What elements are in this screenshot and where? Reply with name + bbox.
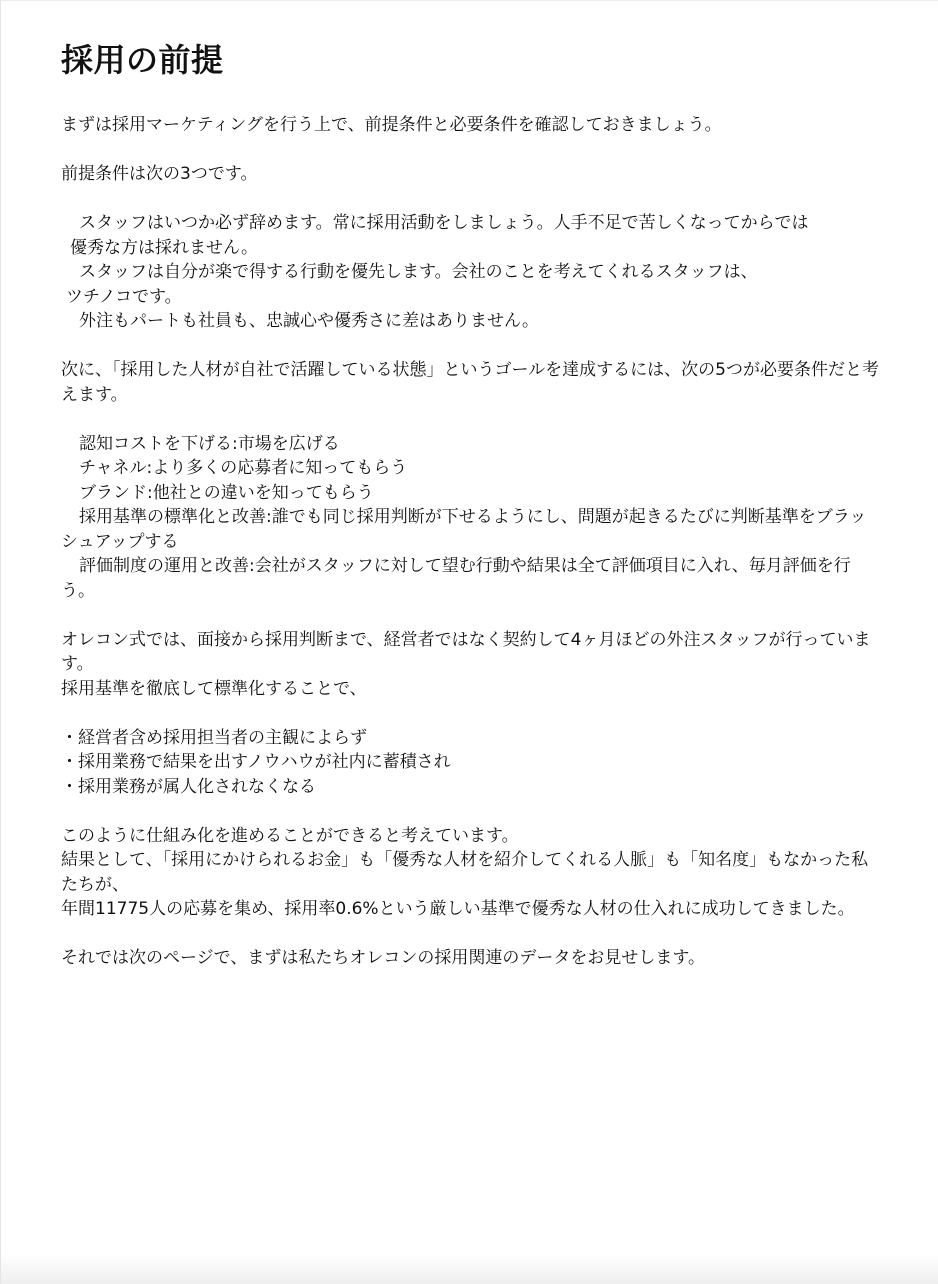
requirement-item-2: チャネル:より多くの応募者に知ってもらう — [79, 458, 408, 479]
page-title: 採用の前提 — [61, 41, 224, 79]
requirement-lead: 次に、「採用した人材が自社で活躍している状態」というゴールを達成するには、次の5つが必要条件だと考えます。 — [61, 360, 879, 405]
premise-lead: 前提条件は次の3つです。 — [61, 164, 258, 185]
premise-item-1-continued: 優秀な方は採れません。 — [70, 237, 259, 258]
intro-paragraph: まずは採用マーケティングを行う上で、前提条件と必要条件を確認しておきましょう。 — [61, 115, 722, 136]
orecon-paragraph: オレコン式では、面接から採用判断まで、経営者ではなく契約して4ヶ月ほどの外注スタッフが行っています。 — [61, 629, 871, 675]
document-body — [61, 41, 883, 971]
page-bottom-shadow — [1, 1254, 938, 1284]
standard-lead: 採用基準を徹底して標準化することで、 — [61, 678, 367, 699]
closing-line-3: 年間11775人の応募を集め、採用率0.6%という厳しい基準で優秀な人材の仕入れに成功してきました。 — [61, 899, 855, 920]
closing-line-1: このように仕組み化を進めることができると考えています。 — [61, 825, 519, 846]
requirement-item-1: 認知コストを下げる:市場を広げる — [79, 433, 340, 454]
next-page-text: それでは次のページで、まずは私たちオレコンの採用関連のデータをお見せします。 — [61, 948, 705, 969]
bullet-item-3: ・採用業務が属人化されなくなる — [61, 776, 316, 797]
requirement-item-5: 評価制度の運用と改善:会社がスタッフに対して望む行動や結果は全て評価項目に入れ、毎月評価を行う。 — [61, 556, 851, 601]
premise-item-3: 外注もパートも社員も、忠誠心や優秀さに差はありません。 — [79, 311, 540, 332]
closing-line-2: 結果として、「採用にかけられるお金」も「優秀な人材を紹介してくれる人脈」も「知名度」もなかった私たちが、 — [61, 850, 869, 895]
bullet-item-2: ・採用業務で結果を出すノウハウが社内に蓄積され — [61, 752, 451, 773]
requirement-item-3: ブランド:他社との違いを知ってもらう — [79, 482, 374, 503]
requirement-item-4: 採用基準の標準化と改善:誰でも同じ採用判断が下せるようにし、問題が起きるたびに判断基準をブラッシュアップする — [61, 507, 867, 552]
premise-item-2: スタッフは自分が楽で得する行動を優先します。会社のことを考えてくれるスタッフは、 — [79, 262, 758, 283]
premise-item-2-continued: ツチノコです。 — [66, 286, 182, 307]
premise-item-1: スタッフはいつか必ず辞めます。常に採用活動をしましょう。人手不足で苦しくなってからでは — [79, 213, 809, 234]
bullet-item-1: ・経営者含め採用担当者の主観によらず — [61, 727, 367, 748]
